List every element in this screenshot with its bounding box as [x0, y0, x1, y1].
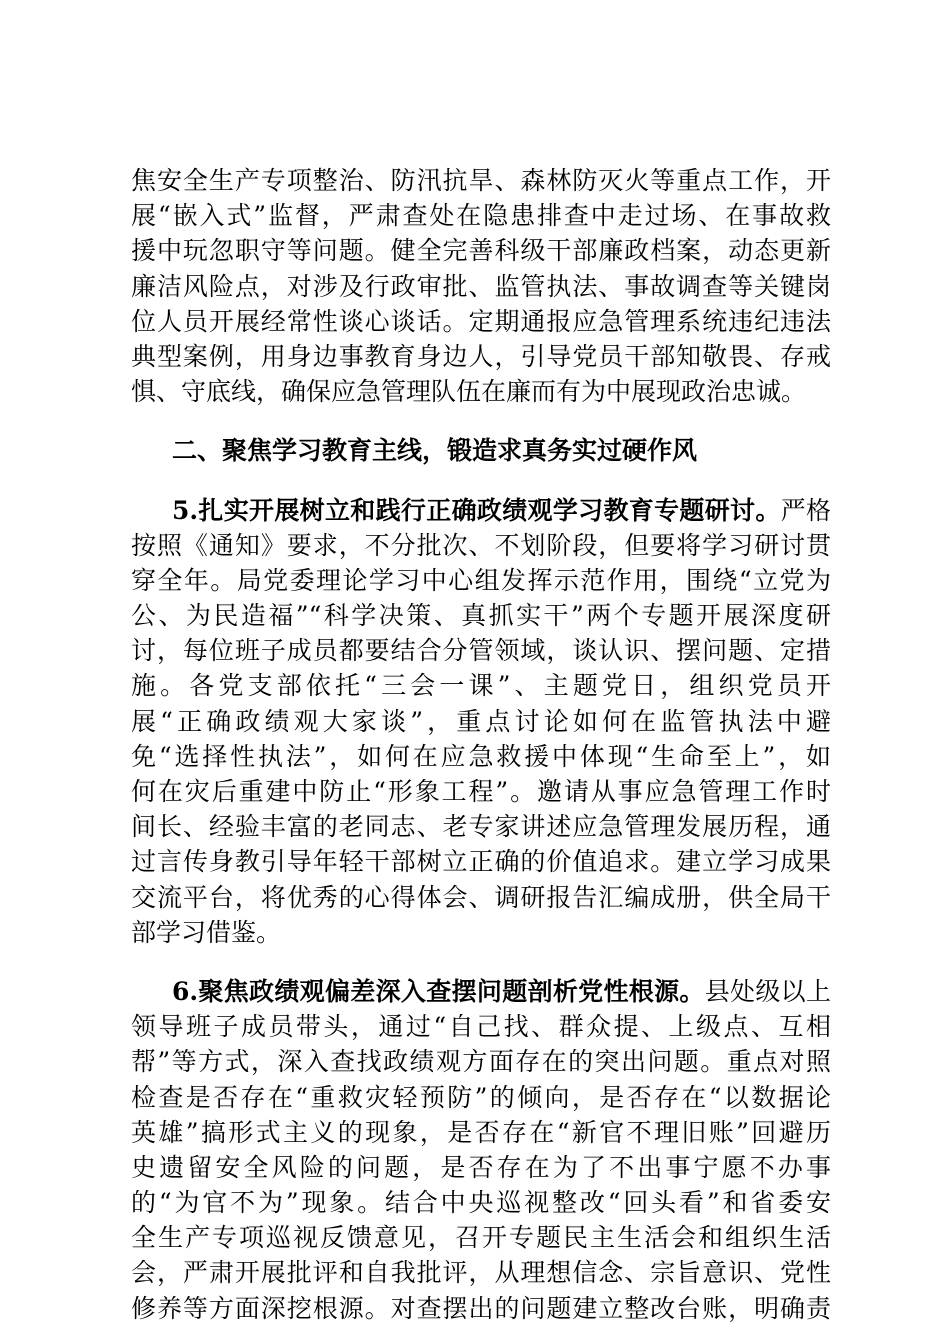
- paragraph-line: 展“正确政绩观大家谈”，重点讨论如何在监管执法中避: [131, 706, 831, 736]
- paragraph-line: 帮”等方式，深入查找政绩观方面存在的突出问题。重点对照: [131, 1047, 831, 1077]
- section-heading: 二、聚焦学习教育主线，锻造求真务实过硬作风: [172, 436, 698, 466]
- paragraph-line: 的“为官不为”现象。结合中央巡视整改“回头看”和省委安: [131, 1188, 831, 1218]
- intro-paragraph: [131, 163, 831, 409]
- paragraph-line: 按照《通知》要求，不分批次、不划阶段，但要将学习研讨贯: [131, 530, 831, 560]
- paragraph-line: 展“嵌入式”监督，严肃查处在隐患排查中走过场、在事故救: [131, 201, 831, 231]
- item-text: 严格: [780, 495, 831, 525]
- paragraph-line: 检查是否存在“重救灾轻预防”的倾向，是否存在“以数据论: [131, 1082, 831, 1112]
- spacer: [131, 469, 831, 493]
- paragraph-line: 英雄”搞形式主义的现象，是否存在“新官不理旧账”回避历: [131, 1117, 831, 1147]
- paragraph-line: 典型案例，用身边事教育身边人，引导党员干部知敬畏、存戒: [131, 341, 831, 371]
- paragraph-line: 穿全年。局党委理论学习中心组发挥示范作用，围绕“立党为: [131, 565, 831, 595]
- paragraph-line: 交流平台，将优秀的心得体会、调研报告汇编成册，供全局干: [131, 882, 831, 912]
- paragraph-line: 何在灾后重建中防止“形象工程”。邀请从事应急管理工作时: [131, 777, 831, 806]
- paragraph-line: 过言传身教引导年轻干部树立正确的价值追求。建立学习成果: [131, 847, 831, 877]
- paragraph-line: 部学习借鉴。: [131, 917, 282, 947]
- item-text: 县处级以上: [704, 976, 831, 1006]
- paragraph-line: 史遗留安全风险的问题，是否存在为了不出事宁愿不办事: [131, 1152, 831, 1182]
- item-5-paragraph: [131, 493, 831, 950]
- paragraph-line: 免“选择性执法”，如何在应急救援中体现“生命至上”，如: [131, 741, 831, 771]
- paragraph-line: 焦安全生产专项整治、防汛抗旱、森林防灭火等重点工作，开: [131, 166, 831, 195]
- paragraph-line: 领导班子成员带头，通过“自己找、群众提、上级点、互相: [131, 1012, 831, 1042]
- paragraph-line: 施。各党支部依托“三会一课”、主题党日，组织党员开: [131, 671, 831, 701]
- paragraph-line: 会，严肃开展批评和自我批评，从理想信念、宗旨意识、党性: [131, 1258, 831, 1288]
- paragraph-line: 公、为民造福”“科学决策、真抓实干”两个专题开展深度研: [131, 601, 831, 631]
- paragraph-line: 间长、经验丰富的老同志、老专家讲述应急管理发展历程，通: [131, 812, 831, 842]
- item-6-paragraph: [131, 974, 831, 1326]
- document-page: [131, 163, 831, 1326]
- paragraph-line: 援中玩忽职守等问题。健全完善科级干部廉政档案，动态更新: [131, 236, 831, 266]
- paragraph-first-line: [131, 974, 831, 1009]
- paragraph-line: 位人员开展经常性谈心谈话。定期通报应急管理系统违纪违法: [131, 306, 831, 336]
- item-title: 5.扎实开展树立和践行正确政绩观学习教育专题研讨。: [172, 495, 781, 525]
- paragraph-first-line: [131, 493, 831, 528]
- paragraph-line: 全生产专项巡视反馈意见，召开专题民主生活会和组织生活: [131, 1223, 831, 1253]
- spacer: [131, 950, 831, 974]
- paragraph-line: 讨，每位班子成员都要结合分管领域，谈认识、摆问题、定措: [131, 636, 831, 666]
- paragraph-line: 惧、守底线，确保应急管理队伍在廉而有为中展现政治忠诚。: [131, 377, 807, 407]
- spacer: [131, 409, 831, 433]
- paragraph-line: 廉洁风险点，对涉及行政审批、监管执法、事故调查等关键岗: [131, 271, 831, 301]
- item-title: 6.聚焦政绩观偏差深入查摆问题剖析党性根源。: [172, 976, 705, 1006]
- paragraph-line: 修养等方面深挖根源。对查摆出的问题建立整改台账，明确责: [131, 1293, 831, 1323]
